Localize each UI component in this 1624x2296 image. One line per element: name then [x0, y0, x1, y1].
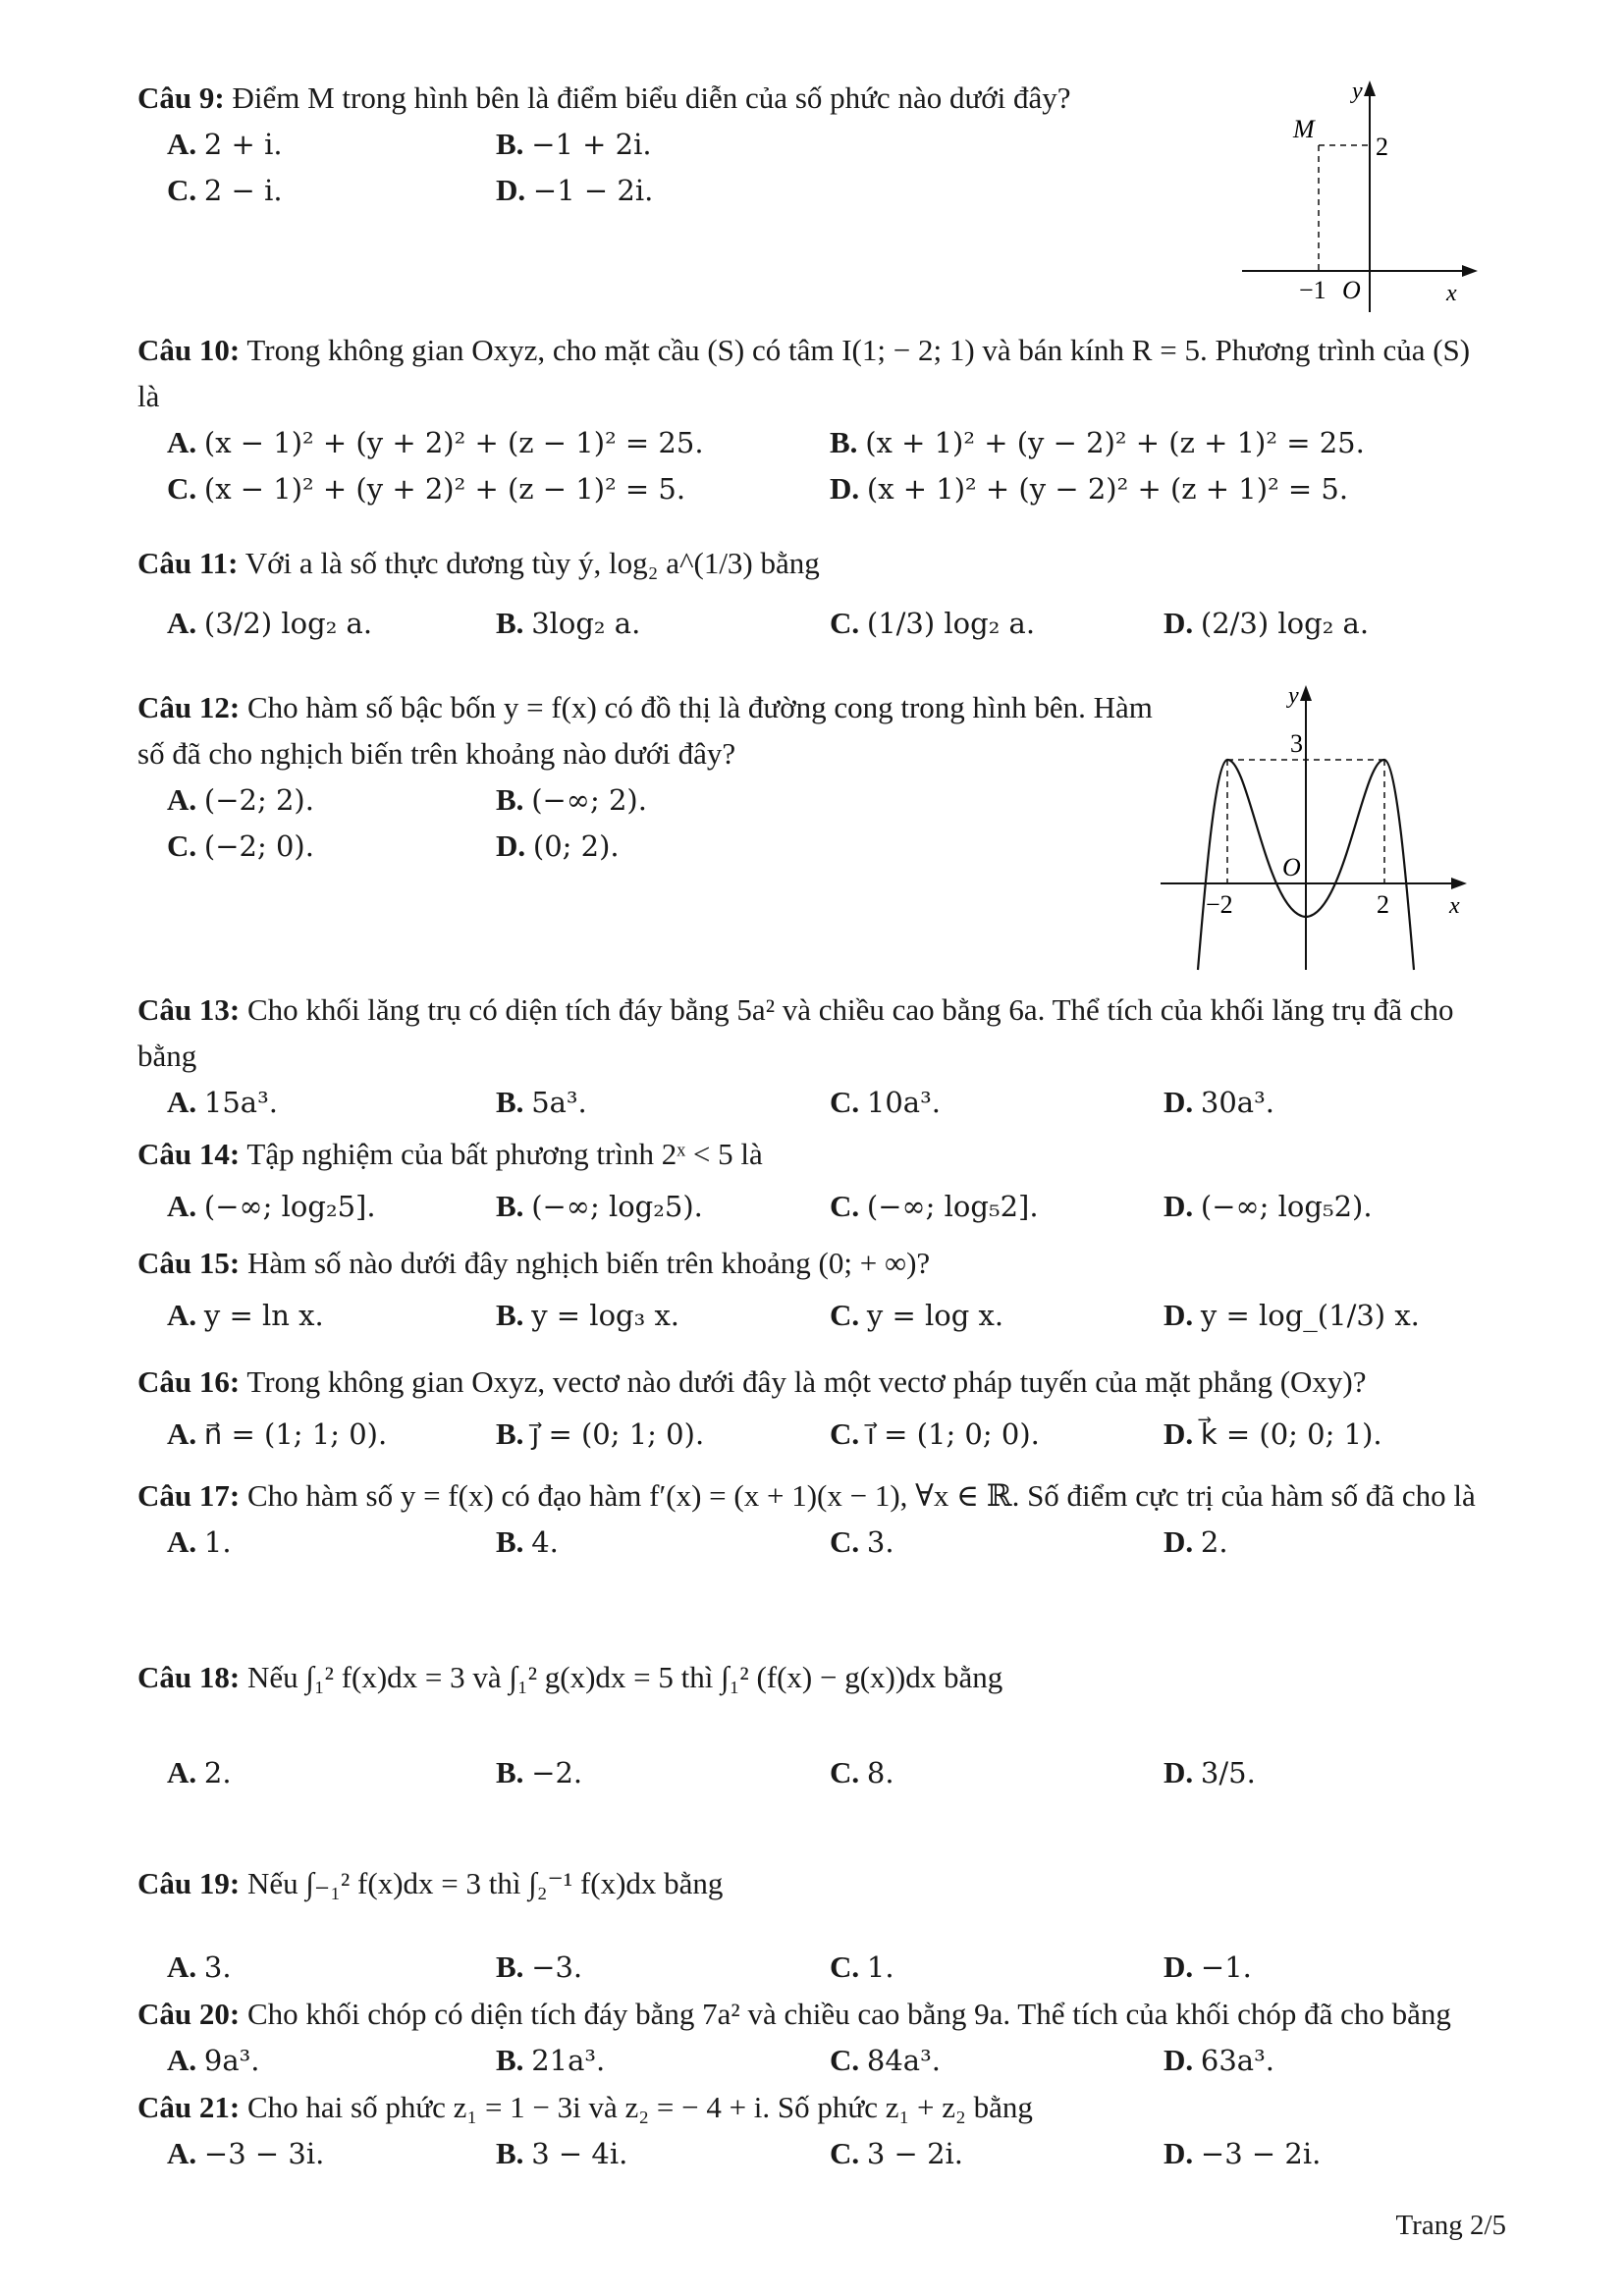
question-label: Câu 19: [137, 1866, 241, 1900]
options-row [137, 1944, 1492, 1990]
option-b[interactable]: B. 21a³. [496, 2043, 606, 2077]
question-17 [137, 1472, 1492, 1565]
x-tick-label-right: 2 [1377, 890, 1389, 919]
option-d[interactable]: D. k⃗ = (0; 0; 1). [1164, 1416, 1382, 1451]
question-label: Câu 9: [137, 80, 225, 115]
options-row [137, 419, 1492, 465]
question-label: Câu 15: [137, 1246, 241, 1280]
x-axis-label: x [1449, 893, 1460, 919]
question-text: Điểm M trong hình bên là điểm biểu diễn của số phức nào dưới đây? [232, 80, 1071, 115]
option-d[interactable]: D. −3 − 2i. [1164, 2136, 1322, 2170]
x-tick-label-left: −2 [1206, 890, 1233, 919]
option-d[interactable]: D. 3/5. [1164, 1755, 1256, 1789]
quartic-graph-figure [1159, 679, 1483, 974]
question-text: Cho hàm số bậc bốn y = f(x) có đồ thị là đường cong trong hình bên. Hàm số đã cho nghịch biến trên khoảng nào dưới đây? [137, 690, 1153, 771]
options-row [137, 776, 1159, 823]
question-text: Nếu ∫₋₁² f(x)dx = 3 thì ∫₂⁻¹ f(x)dx bằng [246, 1866, 724, 1900]
question-18-stem [137, 1654, 1492, 1700]
options-row [137, 1079, 1492, 1125]
question-text: Hàm số nào dưới đây nghịch biến trên khoảng (0; + ∞)? [246, 1246, 931, 1280]
option-c[interactable]: C. (−∞; log₅2]. [830, 1189, 1039, 1223]
question-16 [137, 1359, 1492, 1457]
x-axis-arrow [1451, 878, 1467, 889]
option-d[interactable]: D. y = log_(1/3) x. [1164, 1298, 1420, 1332]
question-10-stem [137, 327, 1483, 419]
option-b[interactable]: B. 3 − 4i. [496, 2136, 628, 2170]
question-label: Câu 10: [137, 333, 241, 367]
y-axis-label: y [1288, 683, 1299, 709]
option-b[interactable]: B. (x + 1)² + (y − 2)² + (z + 1)² = 25. [830, 425, 1365, 459]
question-text: Cho khối lăng trụ có diện tích đáy bằng 5a² và chiều cao bằng 6a. Thể tích của khối lăng trụ đã cho bằng [137, 992, 1454, 1073]
question-13 [137, 987, 1492, 1125]
option-d[interactable]: D. −1. [1164, 1949, 1252, 1984]
options-row [137, 2130, 1492, 2176]
option-b[interactable]: B. 3log₂ a. [496, 606, 641, 640]
option-c[interactable]: C. 8. [830, 1755, 894, 1789]
question-label: Câu 13: [137, 992, 241, 1027]
question-10 [137, 327, 1492, 511]
option-b[interactable]: B. j⃗ = (0; 1; 0). [496, 1416, 705, 1451]
y-axis-arrow [1364, 80, 1376, 96]
options-row [137, 1519, 1492, 1565]
option-c[interactable]: C. 3 − 2i. [830, 2136, 964, 2170]
question-label: Câu 12: [137, 690, 241, 724]
option-d[interactable]: D. (2/3) log₂ a. [1164, 606, 1370, 640]
option-c[interactable]: C. 1. [830, 1949, 894, 1984]
option-c[interactable]: C. 3. [830, 1524, 894, 1559]
option-b[interactable]: B. (−∞; 2). [496, 782, 647, 817]
question-label: Câu 16: [137, 1364, 241, 1399]
options-row [137, 600, 1492, 646]
x-axis-label: x [1446, 281, 1457, 306]
option-c[interactable]: C. 2 − i. [167, 173, 283, 207]
option-a[interactable]: A. 2. [167, 1755, 232, 1789]
question-text: Trong không gian Oxyz, vectơ nào dưới đây là một vectơ pháp tuyến của mặt phẳng (Oxy)? [246, 1364, 1367, 1399]
option-d[interactable]: D. 30a³. [1164, 1085, 1274, 1119]
question-20 [137, 1991, 1492, 2083]
question-16-stem [137, 1359, 1483, 1405]
question-text: Cho hàm số y = f(x) có đạo hàm f′(x) = (x + 1)(x − 1), ∀x ∈ ℝ. Số điểm cực trị của hàm số đã cho là [246, 1478, 1476, 1513]
question-19 [137, 1860, 1492, 1990]
option-a[interactable]: A. y = ln x. [167, 1298, 324, 1332]
question-20-stem [137, 1991, 1492, 2037]
option-a[interactable]: A. (−∞; log₂5]. [167, 1189, 376, 1223]
option-c[interactable]: C. (1/3) log₂ a. [830, 606, 1036, 640]
option-c[interactable]: C. 84a³. [830, 2043, 941, 2077]
option-d[interactable]: D. 2. [1164, 1524, 1228, 1559]
options-row [137, 1749, 1492, 1795]
option-b[interactable]: B. −2. [496, 1755, 583, 1789]
question-19-stem [137, 1860, 1492, 1906]
option-b[interactable]: B. −3. [496, 1949, 583, 1984]
page-number: Trang 2/5 [1395, 2210, 1506, 2241]
option-a[interactable]: A. −3 − 3i. [167, 2136, 325, 2170]
option-a[interactable]: A. 2 + i. [167, 127, 283, 161]
question-text: Với a là số thực dương tùy ý, log₂ a^(1/3) bằng [244, 546, 820, 580]
options-row [137, 1411, 1492, 1457]
question-17-stem [137, 1472, 1483, 1519]
question-18 [137, 1654, 1492, 1795]
option-a[interactable]: A. (x − 1)² + (y + 2)² + (z − 1)² = 25. [167, 425, 704, 459]
options-row [137, 1292, 1492, 1338]
question-label: Câu 17: [137, 1478, 241, 1513]
option-a[interactable]: A. 3. [167, 1949, 232, 1984]
question-text: Cho khối chóp có diện tích đáy bằng 7a² và chiều cao bằng 9a. Thể tích của khối chóp đã cho bằng [246, 1997, 1451, 2031]
y-tick-label: 2 [1376, 133, 1388, 161]
option-a[interactable]: A. (−2; 2). [167, 782, 314, 817]
question-text: Trong không gian Oxyz, cho mặt cầu (S) có tâm I(1; − 2; 1) và bán kính R = 5. Phương trình của (S) là [137, 333, 1471, 413]
question-text: Nếu ∫₁² f(x)dx = 3 và ∫₁² g(x)dx = 5 thì ∫₁² (f(x) − g(x))dx bằng [246, 1660, 1003, 1694]
question-11 [137, 540, 1492, 646]
options-row [137, 2037, 1492, 2083]
option-c[interactable]: C. (x − 1)² + (y + 2)² + (z − 1)² = 5. [167, 471, 686, 506]
options-row [137, 1183, 1492, 1229]
option-d[interactable]: D. (−∞; log₅2). [1164, 1189, 1373, 1223]
question-11-stem [137, 540, 1492, 586]
question-12-stem [137, 684, 1159, 776]
question-12 [137, 684, 1159, 869]
x-axis-arrow [1462, 265, 1478, 277]
option-d[interactable]: D. (0; 2). [496, 828, 620, 863]
complex-plane-figure [1242, 77, 1488, 317]
option-c[interactable]: C. y = log x. [830, 1298, 1004, 1332]
question-15-stem [137, 1240, 1492, 1286]
option-a[interactable]: A. 1. [167, 1524, 232, 1559]
option-b[interactable]: B. 4. [496, 1524, 559, 1559]
origin-label: O [1342, 276, 1361, 304]
option-a[interactable]: A. 15a³. [167, 1085, 278, 1119]
question-label: Câu 21: [137, 2090, 241, 2124]
question-21 [137, 2084, 1492, 2176]
y-axis-label: y [1352, 79, 1363, 104]
point-m-label: M [1293, 115, 1315, 143]
option-a[interactable]: A. (3/2) log₂ a. [167, 606, 373, 640]
option-a[interactable]: A. 9a³. [167, 2043, 260, 2077]
option-c[interactable]: C. i⃗ = (1; 0; 0). [830, 1416, 1040, 1451]
question-13-stem [137, 987, 1483, 1079]
question-label: Câu 18: [137, 1660, 241, 1694]
option-d[interactable]: D. 63a³. [1164, 2043, 1274, 2077]
option-d[interactable]: D. (x + 1)² + (y − 2)² + (z + 1)² = 5. [830, 471, 1349, 506]
option-b[interactable]: B. 5a³. [496, 1085, 587, 1119]
question-label: Câu 11: [137, 546, 239, 580]
origin-label: O [1282, 853, 1301, 881]
question-21-stem [137, 2084, 1492, 2130]
option-c[interactable]: C. 10a³. [830, 1085, 941, 1119]
options-row [137, 465, 1492, 511]
option-a[interactable]: A. n⃗ = (1; 1; 0). [167, 1416, 388, 1451]
option-c[interactable]: C. (−2; 0). [167, 828, 314, 863]
question-text: Tập nghiệm của bất phương trình 2ˣ < 5 là [246, 1137, 763, 1171]
option-b[interactable]: B. −1 + 2i. [496, 127, 652, 161]
option-d[interactable]: D. −1 − 2i. [496, 173, 654, 207]
question-text: Cho hai số phức z₁ = 1 − 3i và z₂ = − 4 + i. Số phức z₁ + z₂ bằng [246, 2090, 1033, 2124]
question-14 [137, 1131, 1492, 1229]
options-row [137, 823, 1159, 869]
y-tick-label: 3 [1290, 729, 1303, 758]
question-15 [137, 1240, 1492, 1338]
y-axis-arrow [1300, 685, 1312, 701]
question-14-stem [137, 1131, 1492, 1177]
question-label: Câu 20: [137, 1997, 241, 2031]
question-label: Câu 14: [137, 1137, 241, 1171]
option-b[interactable]: B. y = log₃ x. [496, 1298, 680, 1332]
option-b[interactable]: B. (−∞; log₂5). [496, 1189, 703, 1223]
x-tick-label: −1 [1299, 276, 1326, 304]
